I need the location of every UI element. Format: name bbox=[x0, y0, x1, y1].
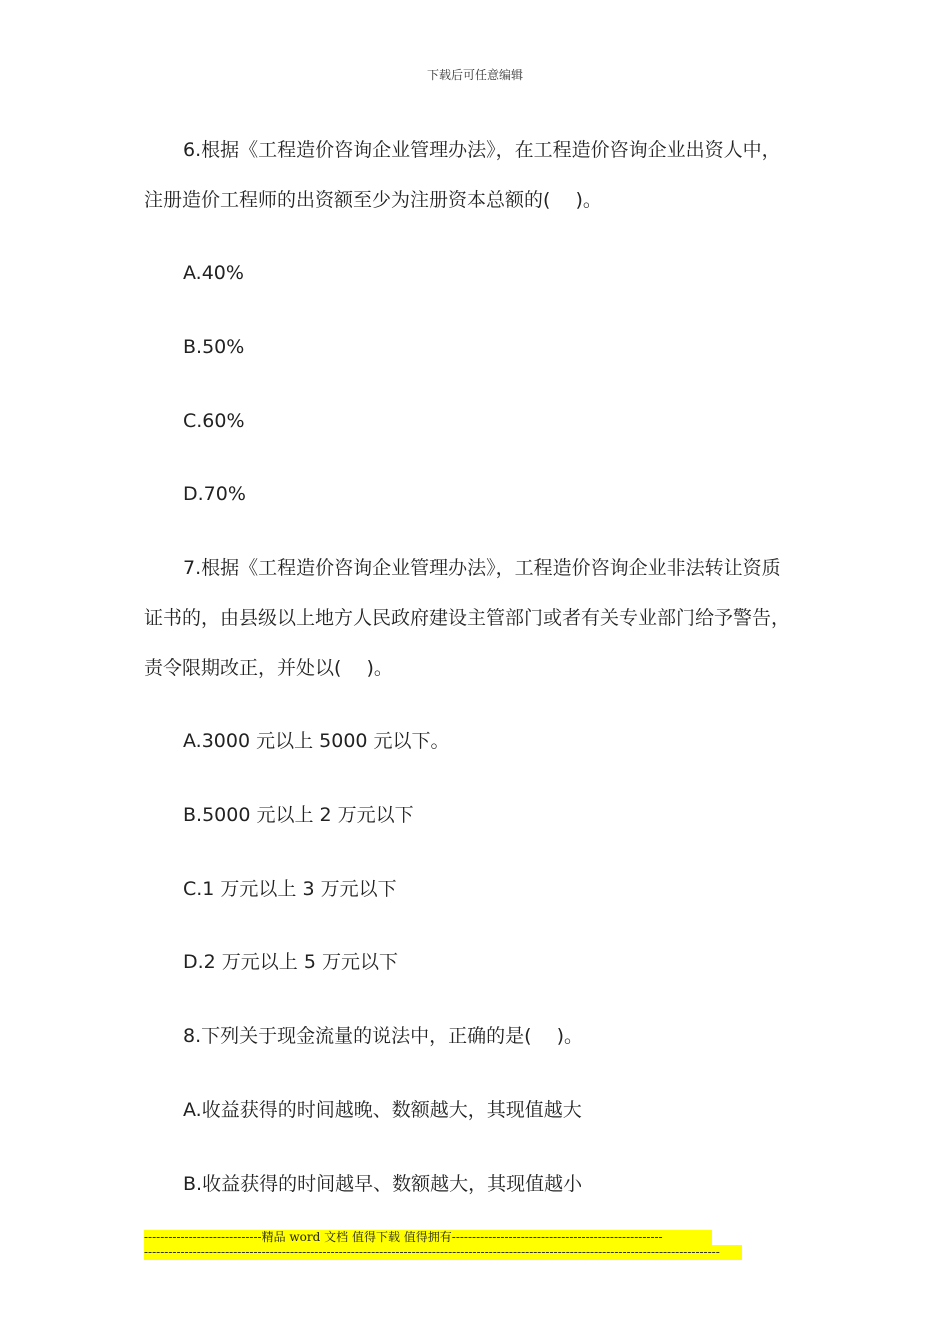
question-6-option-d: D.70% bbox=[183, 483, 246, 505]
question-7-option-a: A.3000 元以上 5000 元以下。 bbox=[183, 730, 450, 752]
footer-banner bbox=[144, 1230, 742, 1260]
question-7-option-b: B.5000 元以上 2 万元以下 bbox=[183, 804, 414, 826]
question-8-stem-line-1: 8.下列关于现金流量的说法中，正确的是( )。 bbox=[183, 1025, 583, 1047]
question-6-stem-line-2: 注册造价工程师的出资额至少为注册资本总额的( )。 bbox=[144, 189, 602, 211]
question-7-option-c: C.1 万元以上 3 万元以下 bbox=[183, 878, 397, 900]
question-7-stem-line-2: 证书的，由县级以上地方人民政府建设主管部门或者有关专业部门给予警告， bbox=[144, 607, 791, 629]
question-8-option-b: B.收益获得的时间越早、数额越大，其现值越小 bbox=[183, 1173, 583, 1195]
question-7-option-d: D.2 万元以上 5 万元以下 bbox=[183, 951, 398, 973]
question-6-option-a: A.40% bbox=[183, 262, 244, 284]
footer-banner-line-2: ---------------------------------------------------------------------------------------------------------------------------------------------- bbox=[144, 1245, 742, 1260]
page-header: 下载后可任意编辑 bbox=[426, 68, 523, 82]
question-8-option-a: A.收益获得的时间越晚、数额越大，其现值越大 bbox=[183, 1099, 582, 1121]
question-7-stem-line-1: 7.根据《工程造价咨询企业管理办法》，工程造价咨询企业非法转让资质 bbox=[183, 557, 781, 579]
question-6-option-b: B.50% bbox=[183, 336, 245, 358]
question-7-stem-line-3: 责令限期改正，并处以( )。 bbox=[144, 657, 393, 679]
question-6-option-c: C.60% bbox=[183, 410, 245, 432]
question-6-stem-line-1: 6.根据《工程造价咨询企业管理办法》，在工程造价咨询企业出资人中， bbox=[183, 139, 781, 161]
footer-banner-line-1: -----------------------------精品 word 文档 值得下载 值得拥有---------------------------------------------------- bbox=[144, 1230, 712, 1245]
